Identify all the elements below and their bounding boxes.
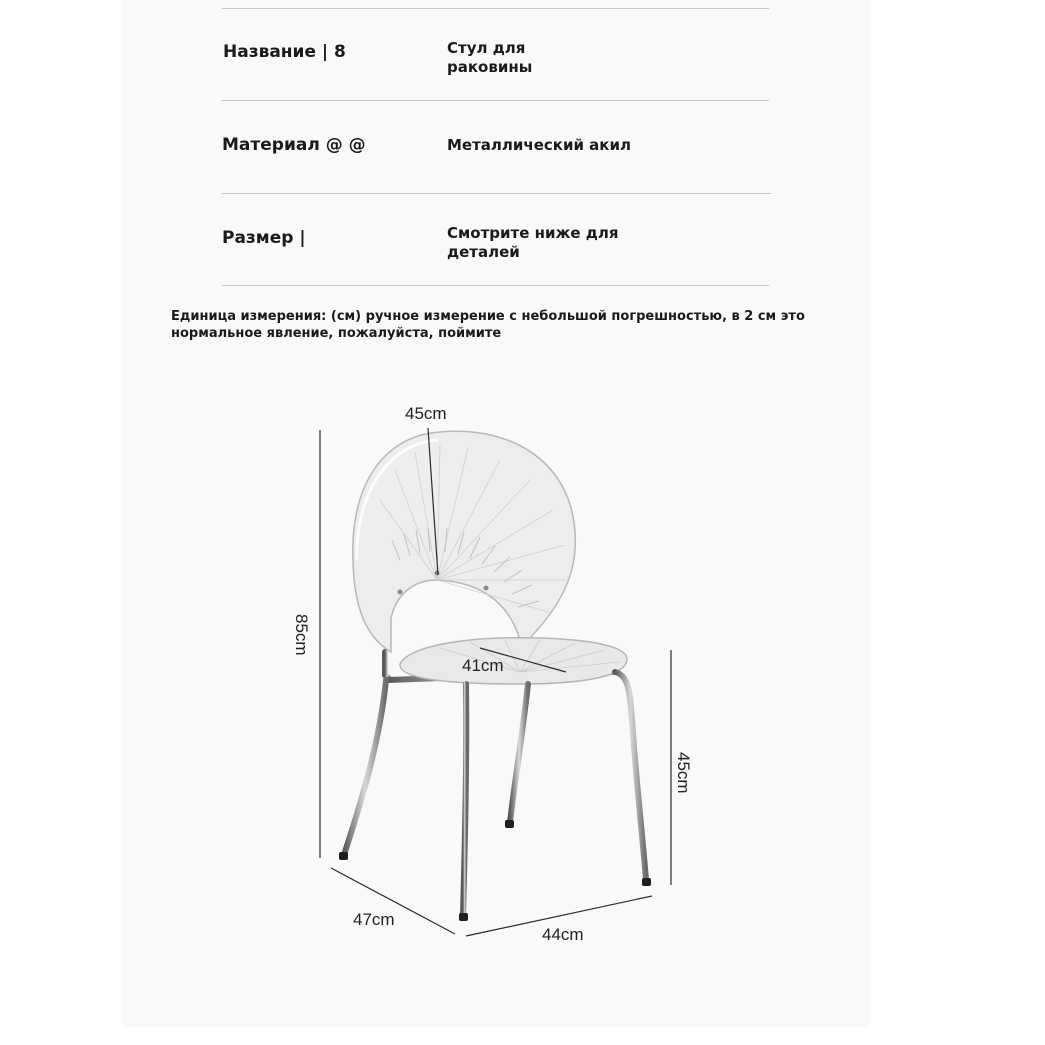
dim-label-seat-depth: 41cm (462, 656, 504, 675)
spec-value-material: Металлический акил (447, 136, 631, 154)
dim-label-height: 85cm (292, 614, 311, 656)
spec-label-material: Материал @ @ (222, 135, 366, 155)
dim-label-width: 44cm (542, 925, 584, 944)
spec-label-name: Название | 8 (223, 42, 346, 62)
chair-back (353, 431, 575, 652)
chair-seat (400, 638, 627, 684)
spec-label-size: Размер | (222, 228, 306, 248)
chair-legs (344, 672, 646, 915)
dim-label-seat-height: 45cm (674, 752, 693, 794)
spec-value-size: Смотрите ниже для деталей (447, 224, 619, 261)
dim-label-back-width: 45cm (405, 404, 447, 423)
measurement-note: Единица измерения: (см) ручное измерение с небольшой погрешностью, в 2 см это нормальное явление, пожалуйста, поймите (171, 309, 805, 341)
dim-label-depth: 47cm (353, 910, 395, 929)
spec-value-name: Стул для раковины (447, 39, 533, 76)
